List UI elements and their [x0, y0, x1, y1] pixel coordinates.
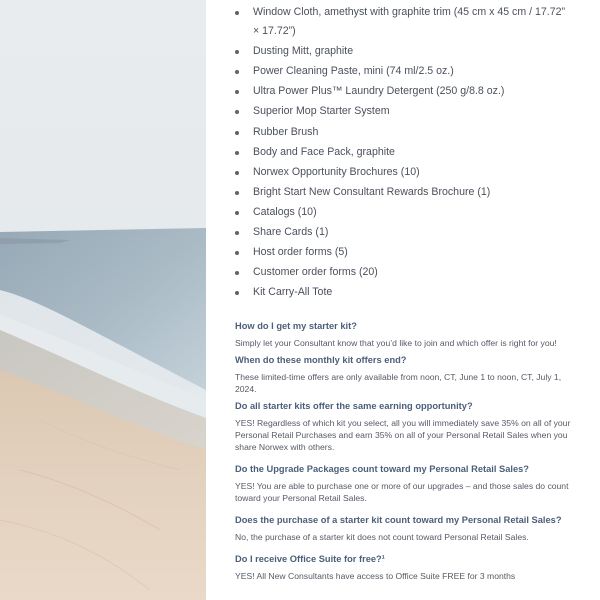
faq-question: How do I get my starter kit?: [235, 321, 357, 331]
list-item: Share Cards (1): [231, 223, 571, 242]
faq-answer: YES! All New Consultants have access to Office Suite FREE for 3 months: [235, 571, 516, 581]
list-item: Bright Start New Consultant Rewards Brochure (1): [231, 183, 571, 202]
list-item: Norwex Opportunity Brochures (10): [231, 163, 571, 182]
list-item: Window Cloth, amethyst with graphite trim (45 cm x 45 cm / 17.72” × 17.72”): [231, 3, 571, 41]
list-item: Rubber Brush: [231, 123, 571, 142]
faq-question: Does the purchase of a starter kit count toward my Personal Retail Sales?: [235, 515, 562, 525]
faq-question: When do these monthly kit offers end?: [235, 355, 407, 365]
faq-section: [235, 320, 571, 587]
starter-kit-items: [231, 0, 571, 303]
list-item: Superior Mop Starter System: [231, 102, 571, 121]
faq-answer: No, the purchase of a starter kit does not count toward Personal Retail Sales.: [235, 532, 529, 542]
faq-answer: YES! Regardless of which kit you select, all you will immediately save 35% on all of your Personal Retail Purchases and earn 35% on all of your Personal Retail Sales when you share Norwex with others.: [235, 418, 571, 452]
beach-photo: [0, 0, 206, 600]
list-item: Ultra Power Plus™ Laundry Detergent (250 g/8.8 oz.): [231, 82, 571, 101]
content-column: [206, 0, 600, 600]
list-item: Catalogs (10): [231, 203, 571, 222]
faq-question: Do all starter kits offer the same earning opportunity?: [235, 401, 473, 411]
faq-answer: YES! You are able to purchase one or more of our upgrades – and those sales do count toward your Personal Retail Sales.: [235, 481, 569, 503]
list-item: Power Cleaning Paste, mini (74 ml/2.5 oz.): [231, 62, 571, 81]
beach-illustration: [0, 0, 206, 600]
faq-question: Do the Upgrade Packages count toward my Personal Retail Sales?: [235, 464, 529, 474]
list-item: Customer order forms (20): [231, 263, 571, 282]
faq-answer: Simply let your Consultant know that you’d like to join and which offer is right for you!: [235, 338, 557, 348]
list-item: Host order forms (5): [231, 243, 571, 262]
list-item: Body and Face Pack, graphite: [231, 143, 571, 162]
faq-question: Do I receive Office Suite for free?¹: [235, 554, 385, 564]
list-item: Dusting Mitt, graphite: [231, 42, 571, 61]
faq-answer: These limited-time offers are only available from noon, CT, June 1 to noon, CT, July 1, 2024.: [235, 372, 562, 394]
list-item: Kit Carry-All Tote: [231, 283, 571, 302]
list-item: [231, 0, 571, 2]
